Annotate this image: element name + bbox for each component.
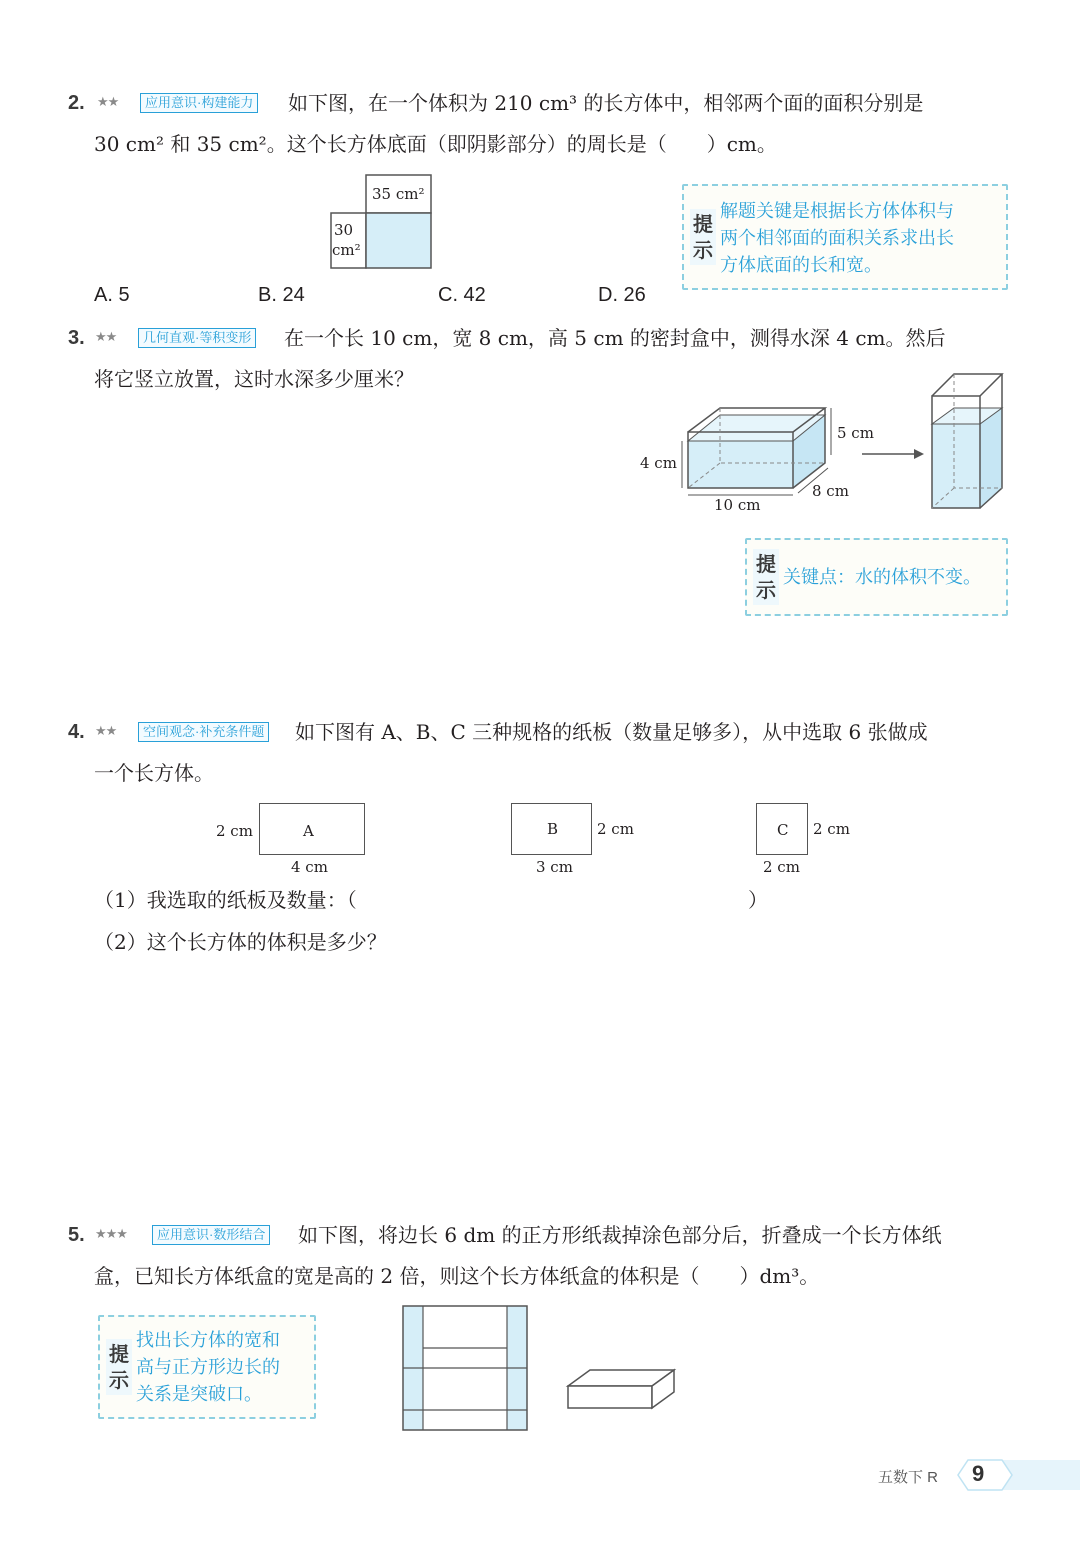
q3-label-water: 4 cm <box>640 454 677 472</box>
q5-hint-text: 找出长方体的宽和 高与正方形边长的 关系是突破口。 <box>136 1330 280 1405</box>
q5-box-figure <box>562 1366 682 1416</box>
q3-label-height: 5 cm <box>837 424 874 442</box>
q5-cut-right-bottom <box>507 1410 527 1430</box>
q2-base-shaded <box>366 213 431 268</box>
q5-hint-box <box>98 1315 316 1419</box>
q4-difficulty-stars: ★★ <box>95 724 117 739</box>
board-a-side: 2 cm <box>216 822 253 840</box>
q5-cut-left-top <box>403 1306 423 1410</box>
q4-sub2: （2）这个长方体的体积是多少？ <box>94 930 387 954</box>
q3-vert-water-front <box>932 424 980 508</box>
q4-number: 4. <box>68 721 85 743</box>
q3-label-length: 10 cm <box>714 496 761 514</box>
q2-option-d[interactable]: D. 26 <box>598 284 646 306</box>
q3-text-line2: 将它竖立放置，这时水深多少厘米？ <box>94 367 414 391</box>
q2-skill-tag: 应用意识·构建能力 <box>140 93 258 113</box>
q3-vert-water-side <box>980 408 1002 508</box>
q2-hint-label: 提示 <box>690 209 716 265</box>
q3-text-line1: 在一个长 10 cm，宽 8 cm，高 5 cm 的密封盒中，测得水深 4 cm。然后 <box>284 326 946 350</box>
q3-hint-text: 关键点：水的体积不变。 <box>783 567 981 588</box>
q2-option-c[interactable]: C. 42 <box>438 284 486 306</box>
board-b-bottom: 3 cm <box>536 858 573 876</box>
q2-difficulty-stars: ★★ <box>97 95 119 110</box>
q5-number: 5. <box>68 1224 85 1246</box>
q2-number: 2. <box>68 92 85 114</box>
q5-cut-left-bottom <box>403 1410 423 1430</box>
board-c-name: C <box>777 821 789 839</box>
q2-label-left2: cm² <box>332 241 361 259</box>
q5-difficulty-stars: ★★★ <box>95 1227 127 1242</box>
footer-book-code: 五数下 R <box>878 1469 939 1486</box>
q5-hint-label: 提示 <box>106 1339 132 1395</box>
q3-hint-box <box>745 538 1008 616</box>
q5-cut-right-top <box>507 1306 527 1410</box>
q2-text-line2: 30 cm² 和 35 cm²。这个长方体底面（即阴影部分）的周长是（ ）cm。 <box>94 132 777 156</box>
q5-net-figure <box>400 1303 532 1435</box>
q5-box-front <box>568 1386 652 1408</box>
q3-vert-box-top <box>932 374 1002 396</box>
q4-sub1: （1）我选取的纸板及数量：（ <box>94 888 357 912</box>
q4-text-line1: 如下图有 A、B、C 三种规格的纸板（数量足够多），从中选取 6 张做成 <box>295 720 928 744</box>
q2-hint-box <box>682 184 1008 290</box>
q2-label-left1: 30 <box>334 221 354 239</box>
q3-skill-tag: 几何直观·等积变形 <box>138 328 256 348</box>
board-a-bottom: 4 cm <box>291 858 328 876</box>
q4-skill-tag: 空间观念·补充条件题 <box>138 722 269 742</box>
q2-text-line1: 如下图，在一个体积为 210 cm³ 的长方体中，相邻两个面的面积分别是 <box>288 91 924 115</box>
q5-text-line2: 盒，已知长方体纸盒的宽是高的 2 倍，则这个长方体纸盒的体积是（ ）dm³。 <box>94 1264 820 1288</box>
q4-text-line2: 一个长方体。 <box>94 761 214 785</box>
board-b-name: B <box>547 820 559 838</box>
board-a-name: A <box>303 822 314 840</box>
q2-label-top: 35 cm² <box>372 185 425 203</box>
q2-option-b[interactable]: B. 24 <box>258 284 305 306</box>
q3-water-front <box>688 441 793 488</box>
q5-text-line1: 如下图，将边长 6 dm 的正方形纸裁掉涂色部分后，折叠成一个长方体纸 <box>298 1223 942 1247</box>
footer-tab-chevron <box>958 1460 1012 1490</box>
q3-label-width: 8 cm <box>812 482 849 500</box>
board-b-side: 2 cm <box>597 820 634 838</box>
q3-arrow-head <box>914 449 924 459</box>
board-c-side: 2 cm <box>813 820 850 838</box>
footer-page-number: 9 <box>972 1461 985 1486</box>
q2-option-a[interactable]: A. 5 <box>94 284 130 306</box>
q5-skill-tag: 应用意识·数形结合 <box>152 1225 270 1245</box>
q2-hint-text: 解题关键是根据长方体体积与 两个相邻面的面积关系求出长 方体底面的长和宽。 <box>720 201 954 276</box>
q4-sub1-close: ） <box>748 888 768 912</box>
board-c-bottom: 2 cm <box>763 858 800 876</box>
q3-hint-label: 提示 <box>753 549 779 605</box>
q3-difficulty-stars: ★★ <box>95 330 117 345</box>
q3-number: 3. <box>68 327 85 349</box>
